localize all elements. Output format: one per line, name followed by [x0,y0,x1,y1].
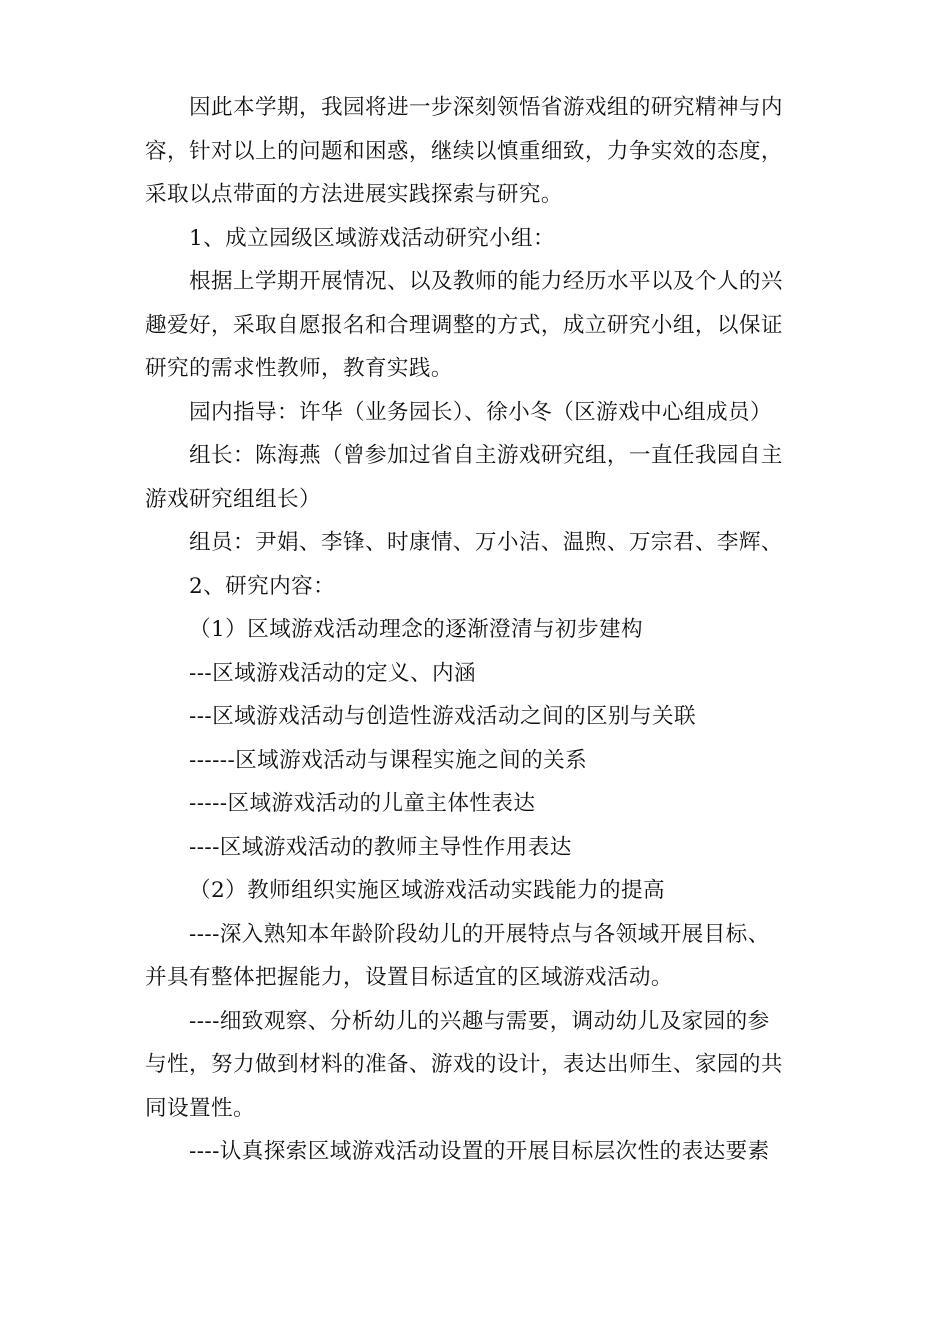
subsection-heading-2 [145,869,805,913]
section-heading-2 [145,565,805,609]
list-item [145,913,805,1000]
text-line: ----细致观察、分析幼儿的兴趣与需要，调动幼儿及家园的参 [189,1008,770,1034]
text-line: -----区域游戏活动的儿童主体性表达 [189,791,536,816]
text-line: 组员：尹娟、李锋、时康情、万小洁、温煦、万宗君、李辉、 [189,530,783,555]
text-line: ------区域游戏活动与课程实施之间的关系 [189,747,588,773]
text-line: 2、研究内容： [189,573,336,599]
subsection-heading-1 [145,608,805,652]
text-line: 园内指导：许华（业务园长）、徐小冬（区游戏中心组成员） [189,399,773,425]
text-line: ----深入熟知本年龄阶段幼儿的开展特点与各领域开展目标、 [189,921,770,947]
text-line: 游戏研究组组长） [145,486,321,512]
list-item [145,782,805,826]
text-line: 根据上学期开展情况、以及教师的能力经历水平以及个人的兴 [189,269,783,294]
text-line: 1、成立园级区域游戏活动研究小组： [189,225,556,251]
list-item [145,826,805,870]
paragraph-leader [145,434,805,521]
section-heading-1 [145,217,805,261]
paragraph-group-setup [145,260,805,391]
list-item [145,652,805,696]
text-line: ----认真探索区域游戏活动设置的开展目标层次性的表达要素 [189,1139,770,1164]
text-line: 因此本学期，我园将进一步深刻领悟省游戏组的研究精神与内 [189,95,783,120]
document-body [145,86,805,1174]
text-line: 与性，努力做到材料的准备、游戏的设计，表达出师生、家园的共 [145,1052,783,1077]
text-line: （2）教师组织实施区域游戏活动实践能力的提高 [189,878,666,903]
text-line: 同设置性。 [145,1095,255,1121]
text-line: 研究的需求性教师，教育实践。 [145,356,453,381]
text-line: 容，针对以上的问题和困惑，继续以慎重细致，力争实效的态度， [145,138,783,164]
text-line: ---区域游戏活动与创造性游戏活动之间的区别与关联 [189,704,696,729]
paragraph-intro [145,86,805,217]
text-line: 趣爱好，采取自愿报名和合理调整的方式，成立研究小组，以保证 [145,312,783,338]
text-line: ----区域游戏活动的教师主导性作用表达 [189,834,572,860]
paragraph-members [145,521,805,565]
list-item [145,1130,805,1174]
list-item [145,695,805,739]
list-item [145,739,805,783]
text-line: （1）区域游戏活动理念的逐渐澄清与初步建构 [189,617,644,642]
text-line: 采取以点带面的方法进展实践探索与研究。 [145,182,563,207]
text-line: ---区域游戏活动的定义、内涵 [189,660,477,686]
text-line: 并具有整体把握能力，设置目标适宜的区域游戏活动。 [145,965,673,990]
paragraph-guidance [145,391,805,435]
text-line: 组长：陈海燕（曾参加过省自主游戏研究组，一直任我园自主 [189,443,783,468]
list-item [145,1000,805,1131]
